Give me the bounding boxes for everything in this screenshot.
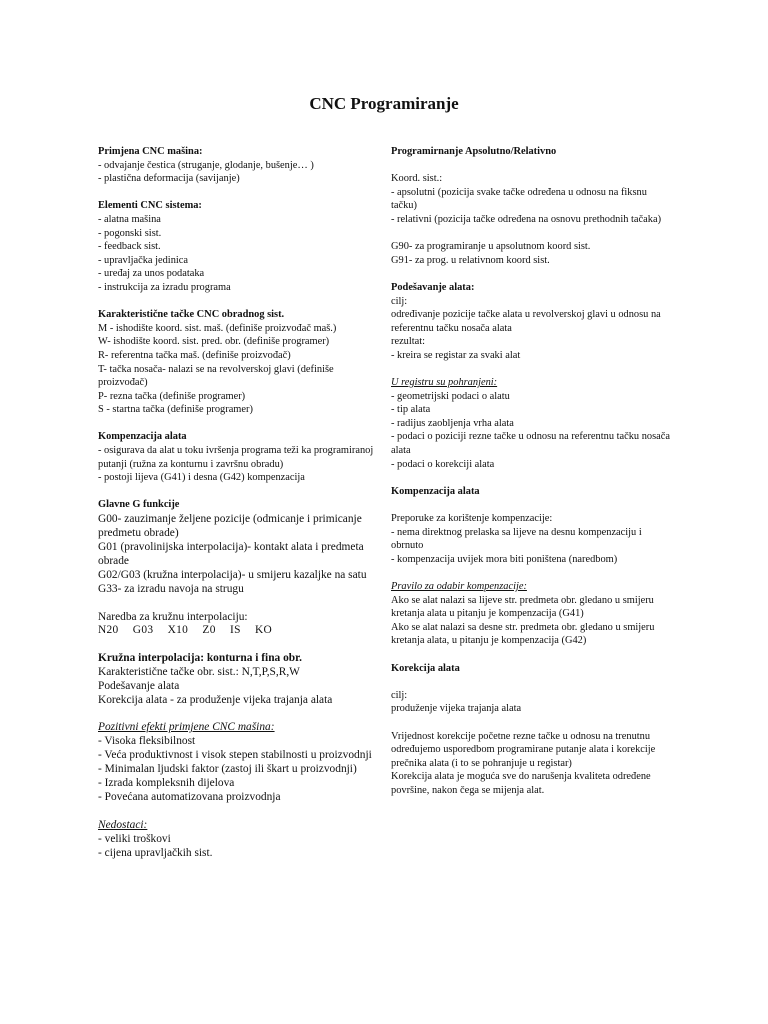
list-item: - cijena upravljačkih sist.: [98, 847, 213, 859]
section-g-funkcije: [98, 498, 380, 596]
list-item: - Minimalan ljudski faktor (zastoj ili škart u proizvodnji): [98, 763, 357, 776]
section-heading: Kompenzacija alata: [98, 431, 187, 443]
section-heading: Elementi CNC sistema:: [98, 200, 202, 212]
list-item: - instrukcija za izradu programa: [98, 281, 231, 293]
list-item: - odvajanje čestica (struganje, glodanje, bušenje… ): [98, 159, 314, 171]
list-item: - geometrijski podaci o alatu: [391, 390, 510, 402]
section-nedostaci: [98, 818, 380, 860]
list-item: - upravljačka jedinica: [98, 254, 189, 266]
list-item: R- referentna tačka maš. (definiše proizvođač): [98, 349, 291, 361]
page-title: CNC Programiranje: [309, 94, 459, 113]
list-item: T- tačka nosača- nalazi se na revolverskoj glavi (definiše proizvođač): [98, 363, 334, 389]
section-primjena: [98, 145, 380, 186]
list-item: - podaci o poziciji rezne tačke u odnosu na referentnu tačku nosača alata: [391, 431, 670, 457]
section-pozitivni-efekti: [98, 720, 380, 804]
list-item: određivanje pozicije tačke alata u revolverskoj glavi u odnosu na referentnu tačku nosača alata: [391, 309, 661, 334]
section-heading: Kružna interpolacija: konturna i fina obr.: [98, 651, 302, 664]
section-heading: Pravilo za odabir kompenzacije:: [391, 581, 527, 592]
list-item: - Izrada kompleksnih dijelova: [98, 777, 235, 790]
section-heading: Podešavanje alata:: [391, 281, 475, 293]
list-item: P- rezna tačka (definiše programer): [98, 390, 246, 402]
list-item: Vrijednost korekcije početne rezne tačke u odnosu na trenutnu određujemo usporedbom programirane putanje alata i korekcije prečnika alata (i to se pohranjuje u registar): [391, 730, 656, 769]
section-korekcija-alata: [391, 662, 673, 676]
list-item: G90- za programiranje u apsolutnom koord sist.: [391, 241, 591, 253]
section-heading: Programirnanje Apsolutno/Relativno: [391, 146, 557, 157]
list-item: - podaci o korekciji alata: [391, 458, 495, 470]
list-item: Karakteristične tačke obr. sist.: N,T,P,S,R,W: [98, 665, 300, 678]
list-item: - alatna mašina: [98, 213, 161, 225]
section-heading: Pozitivni efekti primjene CNC mašina:: [98, 721, 275, 734]
section-heading: U registru su pohranjeni:: [391, 377, 498, 389]
list-item: G91- za prog. u relativnom koord sist.: [391, 254, 550, 266]
naredba-code: N20 G03 X10 Z0 IS KO: [98, 623, 273, 636]
list-item: Korekcija alata je moguća sve do narušenja kvaliteta određene površine, nakon čega se mijenja alat.: [391, 771, 651, 796]
section-elementi: [98, 199, 380, 294]
section-naredba: [98, 610, 380, 638]
right-column: [391, 145, 673, 811]
section-koord-sist: [391, 172, 673, 226]
naredba-label: Naredba za kružnu interpolaciju:: [98, 610, 248, 623]
list-item: - osigurava da alat u toku ivršenja programa teži ka programiranoj putanji (ružna za konturnu i završnu obradu): [98, 445, 374, 470]
list-item: - kompenzacija uvijek mora biti poništena (naredbom): [391, 553, 618, 565]
section-g90-g91: [391, 240, 673, 267]
section-kompenzacija-right: [391, 485, 673, 499]
section-podesavanje-alata: [391, 281, 673, 363]
list-item: - kreira se registar za svaki alat: [391, 349, 521, 361]
list-item: Podešavanje alata: [98, 679, 180, 692]
list-item: - Veća produktivnost i visok stepen stabilnosti u proizvodnji: [98, 749, 372, 762]
section-korekcija-cilj: [391, 689, 673, 716]
list-item: - Visoka fleksibilnost: [98, 735, 196, 748]
list-item: - radijus zaobljenja vrha alata: [391, 417, 514, 429]
left-column: [98, 145, 380, 874]
list-item: Korekcija alata - za produženje vijeka trajanja alata: [98, 693, 333, 706]
section-pravilo: [391, 580, 673, 648]
section-heading: Karakteristične tačke CNC obradnog sist.: [98, 309, 285, 321]
list-item: cilj:: [391, 689, 408, 701]
list-item: M - ishodište koord. sist. maš. (definiše proizvođač maš.): [98, 322, 337, 334]
list-item: - veliki troškovi: [98, 833, 171, 845]
list-item: S - startna tačka (definiše programer): [98, 404, 253, 416]
section-karakteristicne-tacke: [98, 308, 380, 417]
section-kompenzacija-left: [98, 430, 380, 484]
list-item: - tip alata: [391, 404, 431, 416]
list-item: - pogonski sist.: [98, 227, 162, 239]
list-item: - nema direktnog prelaska sa lijeve na desnu kompenzaciju i obrnuto: [391, 526, 642, 552]
section-heading: Nedostaci:: [98, 819, 148, 831]
list-item: - uređaj za unos podataka: [98, 268, 205, 280]
section-kruzna-interpolacija: [98, 651, 380, 707]
section-apsolutno-relativno: [391, 145, 673, 159]
section-heading: Primjena CNC mašina:: [98, 146, 203, 157]
list-item: Ako se alat nalazi sa desne str. predmeta obr. gledano u smijeru kretanja alata, u pitanju je kompenzacija (G42): [391, 621, 655, 647]
list-item: rezultat:: [391, 336, 426, 348]
section-heading: Kompenzacija alata: [391, 485, 480, 497]
list-item: G01 (pravolinijska interpolacija)- kontakt alata i predmeta obrade: [98, 541, 364, 568]
section-heading: Korekcija alata: [391, 662, 460, 674]
list-item: cilj:: [391, 295, 408, 307]
list-item: G00- zauzimanje željene pozicije (odmicanje i primicanje predmetu obrade): [98, 513, 362, 540]
section-korekcija-opis: [391, 730, 673, 798]
list-item: W- ishodište koord. sist. pred. obr. (definiše programer): [98, 336, 330, 348]
list-item: - feedback sist.: [98, 241, 161, 253]
list-item: produženje vijeka trajanja alata: [391, 703, 522, 715]
list-item: G02/G03 (kružna interpolacija)- u smijeru kazaljke na satu G33- za izradu navoja na strugu: [98, 569, 367, 596]
list-item: Preporuke za korištenje kompenzacije:: [391, 513, 553, 525]
list-item: - Povećana automatizovana proizvodnja: [98, 791, 281, 804]
list-item: - postoji lijeva (G41) i desna (G42) kompenzacija: [98, 472, 305, 484]
list-item: Koord. sist.:: [391, 173, 443, 185]
list-item: - apsolutni (pozicija svake tačke određena u odnosu na fiksnu tačku): [391, 186, 647, 212]
section-heading: Glavne G funkcije: [98, 499, 180, 511]
section-registar: [391, 376, 673, 471]
list-item: - relativni (pozicija tačke određena na osnovu prethodnih tačaka): [391, 213, 662, 225]
list-item: - plastična deformacija (savijanje): [98, 173, 240, 185]
list-item: Ako se alat nalazi sa lijeve str. predmeta obr. gledano u smijeru kretanja alata u pitanju je kompenzacija (G41): [391, 594, 654, 620]
section-preporuke: [391, 512, 673, 566]
